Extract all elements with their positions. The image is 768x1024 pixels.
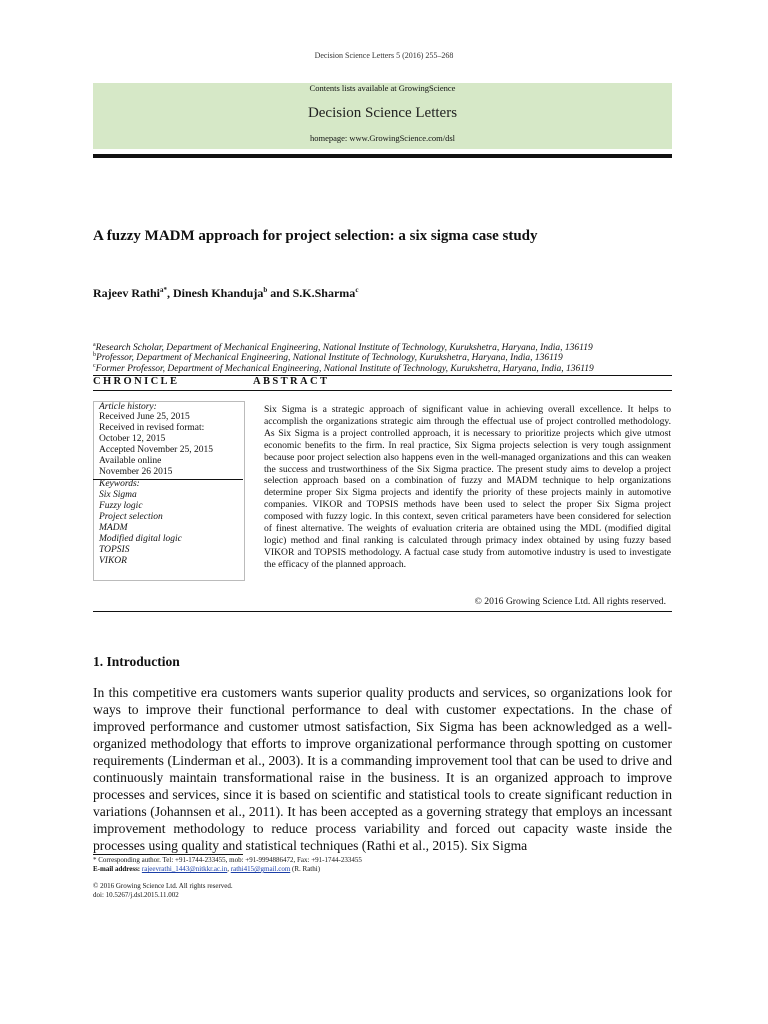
keyword: Six Sigma (99, 490, 137, 500)
abstract-text: Six Sigma is a strategic approach of significant value in achieving overall excellence. It helps to accomplish the organizations strategic aim through the effectual use of project controlled methodology. As Six Sigma is a project controlled approach, it is necessary to prioritize projects which give utmost economic benefits to the firm. In real practice, Six Sigma projects selection is very tough assignment because poor project selection also happens even in the well-managed organizations and this can weaken the success and trustworthiness of the Six Sigma practice. The present study aims to develop a project selection approach based on a combination of fuzzy and MADM technique to help organizations determine proper Six Sigma projects and identify the priority of these projects mainly in automotive companies. VIKOR and TOPSIS methods have been used to select the proper Six Sigma project composed with fuzzy logic. In this context, seven critical parameters have been considered for selection of finest alternative. The weights of evaluation criteria are obtained using the MDL (modified digital logic) method and final ranking is calculated through primacy index obtained by using fuzzy based VIKOR and TOPSIS methodology. A factual case study from automotive industry is used to investigate the efficacy of the planned approach. (264, 404, 671, 570)
footer-copyright: © 2016 Growing Science Ltd. All rights reserved. (93, 882, 233, 890)
journal-citation: Decision Science Letters 5 (2016) 255–268 (314, 51, 454, 60)
affiliation (93, 352, 563, 363)
author-separator: and (267, 286, 293, 300)
affiliation (93, 363, 594, 374)
section-rule (93, 375, 672, 376)
keyword: VIKOR (99, 556, 127, 566)
keyword: Project selection (99, 512, 163, 522)
introduction-heading: 1. Introduction (93, 654, 180, 669)
affiliation-text: Former Professor, Department of Mechanical Engineering, National Institute of Technology, Kurukshetra, Haryana, India, 136119 (95, 364, 594, 375)
section-rule (93, 390, 672, 391)
history-line: October 12, 2015 (99, 434, 166, 444)
author-separator: , (166, 286, 173, 300)
email-separator: , (227, 865, 231, 873)
author-sup: b (263, 286, 268, 294)
abstract-copyright: © 2016 Growing Science Ltd. All rights reserved. (474, 596, 666, 607)
keyword: Fuzzy logic (99, 501, 143, 511)
history-line: Received June 25, 2015 (99, 412, 190, 422)
keyword: Modified digital logic (99, 534, 182, 544)
section-rule (93, 611, 672, 612)
affiliation-sup: b (93, 352, 96, 358)
chronicle-heading: CHRONICLE (93, 376, 180, 387)
doi[interactable]: doi: 10.5267/j.dsl.2015.11.002 (93, 891, 179, 899)
abstract-heading: ABSTRACT (253, 376, 330, 387)
author-name: S.K.Sharma (292, 286, 356, 300)
author-sup: c (355, 286, 359, 294)
history-line: Available online (99, 456, 162, 466)
email-line (93, 865, 320, 874)
corresponding-author: * Corresponding author. Tel: +91-1744-233455, mob: +91-9994886472, Fax: +91-1744-233455 (93, 856, 362, 864)
email-label: E-mail address: (93, 865, 142, 873)
affiliation-text: Research Scholar, Department of Mechanical Engineering, National Institute of Technology, Kurukshetra, Haryana, India, 136119 (95, 343, 593, 354)
history-line: Received in revised format: (99, 423, 205, 433)
affiliation-text: Professor, Department of Mechanical Engineering, National Institute of Technology, Kurukshetra, Haryana, India, 136119 (96, 353, 563, 364)
author-list (93, 286, 358, 301)
email-link[interactable]: rathi415@gmail.com (230, 865, 291, 873)
contents-line: Contents lists available at GrowingScience (309, 83, 456, 93)
email-link[interactable]: rajeevrathi_1443@nitkkr.ac.in (141, 865, 228, 873)
author-sup: a* (159, 286, 167, 294)
author-name: Dinesh Khanduja (172, 286, 264, 300)
journal-title: Decision Science Letters (307, 105, 458, 121)
article-history-label: Article history: (99, 402, 157, 412)
keywords-label: Keywords: (99, 479, 140, 489)
email-suffix: (R. Rathi) (290, 865, 321, 873)
history-line: Accepted November 25, 2015 (99, 445, 213, 455)
journal-homepage[interactable]: homepage: www.GrowingScience.com/dsl (309, 133, 456, 143)
affiliation-sup: c (93, 363, 96, 369)
affiliation-sup: a (93, 342, 96, 348)
banner-rule (93, 154, 672, 158)
keyword: TOPSIS (99, 545, 130, 555)
history-line: November 26 2015 (99, 467, 173, 477)
paper-title: A fuzzy MADM approach for project selection: a six sigma case study (93, 228, 538, 244)
author-name: Rajeev Rathi (93, 286, 160, 300)
keyword: MADM (99, 523, 128, 533)
introduction-text: In this competitive era customers wants superior quality products and services, so organizations look for ways to improve their functional performance to deal with customer expectations. In the chase of improved performance and customer utmost satisfaction, Six Sigma has been acknowledged as a well-organized methodology that efforts to improve organizational performance through spotting on customer requirements (Linderman et al., 2003). It is a commanding improvement tool that can be used to drive and continuously maintain transformational raise in the business. It is an organized approach to improve processes and services, since it is based on scientific and statistical tools to create significant reduction in variations (Johannsen et al., 2011). It has been accepted as a governing strategy that employs an incessant improvement methodology to reduce process variability and forced out capacity waste inside the processes using quality and statistical techniques (Rathi et al., 2015). Six Sigma (93, 685, 672, 854)
footnote-rule (93, 854, 243, 855)
